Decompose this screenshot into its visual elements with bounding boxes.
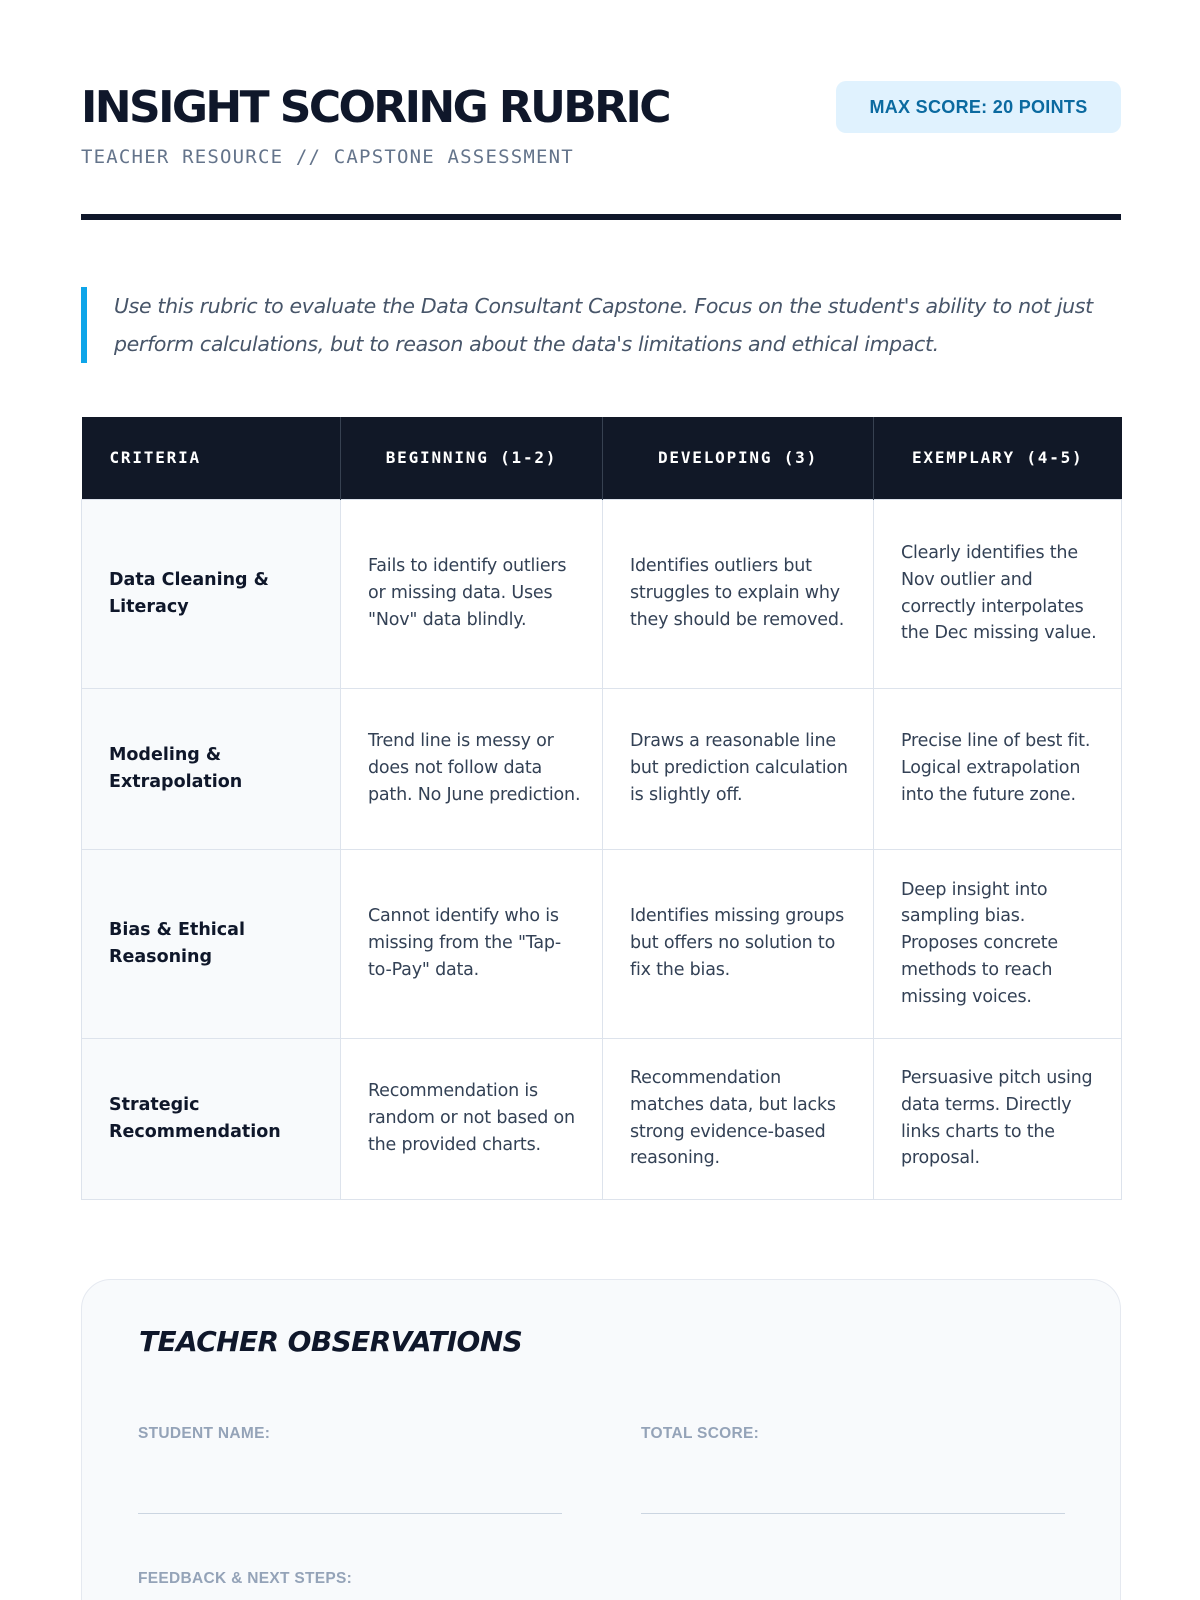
developing-cell: Draws a reasonable line but prediction calculation is slightly off. [603,688,874,849]
exemplary-cell: Deep insight into sampling bias. Proposes concrete methods to reach missing voices. [874,849,1122,1038]
column-header-beginning: BEGINNING (1-2) [341,417,603,499]
student-name-label: STUDENT NAME: [138,1425,271,1442]
page-subtitle: TEACHER RESOURCE // CAPSTONE ASSESSMENT [81,146,574,168]
criteria-cell: Data Cleaning & Literacy [82,499,341,688]
header-divider [81,214,1121,220]
beginning-cell: Fails to identify outliers or missing data. Uses "Nov" data blindly. [341,499,603,688]
exemplary-cell: Precise line of best fit. Logical extrapolation into the future zone. [874,688,1122,849]
observations-title: TEACHER OBSERVATIONS [139,1325,523,1358]
student-name-field[interactable] [138,1513,562,1514]
exemplary-cell: Clearly identifies the Nov outlier and correctly interpolates the Dec missing value. [874,499,1122,688]
total-score-field[interactable] [641,1513,1065,1514]
intro-text: Use this rubric to evaluate the Data Consultant Capstone. Focus on the student's ability to not just perform calculations, but to reason about the data's limitations and ethical impact. [81,287,1121,363]
page-title: INSIGHT SCORING RUBRIC [81,82,669,133]
rubric-table [81,417,1122,1200]
rubric-row [82,849,1122,1038]
beginning-cell: Trend line is messy or does not follow data path. No June prediction. [341,688,603,849]
beginning-cell: Cannot identify who is missing from the "Tap-to-Pay" data. [341,849,603,1038]
rubric-row [82,499,1122,688]
column-header-exemplary: EXEMPLARY (4-5) [874,417,1122,499]
rubric-page [81,0,1121,1587]
page-header [81,0,1121,222]
total-score-label: TOTAL SCORE: [641,1425,760,1442]
developing-cell: Recommendation matches data, but lacks strong evidence-based reasoning. [603,1038,874,1199]
rubric-header-row [82,417,1122,499]
developing-cell: Identifies missing groups but offers no solution to fix the bias. [603,849,874,1038]
column-header-criteria: CRITERIA [82,417,341,499]
rubric-row [82,1038,1122,1199]
max-score-badge: MAX SCORE: 20 POINTS [836,81,1121,133]
developing-cell: Identifies outliers but struggles to explain why they should be removed. [603,499,874,688]
rubric-row [82,688,1122,849]
criteria-cell: Strategic Recommendation [82,1038,341,1199]
beginning-cell: Recommendation is random or not based on the provided charts. [341,1038,603,1199]
criteria-cell: Bias & Ethical Reasoning [82,849,341,1038]
column-header-developing: DEVELOPING (3) [603,417,874,499]
criteria-cell: Modeling & Extrapolation [82,688,341,849]
exemplary-cell: Persuasive pitch using data terms. Directly links charts to the proposal. [874,1038,1122,1199]
teacher-observations-panel [81,1279,1121,1600]
feedback-label: FEEDBACK & NEXT STEPS: [138,1570,353,1587]
